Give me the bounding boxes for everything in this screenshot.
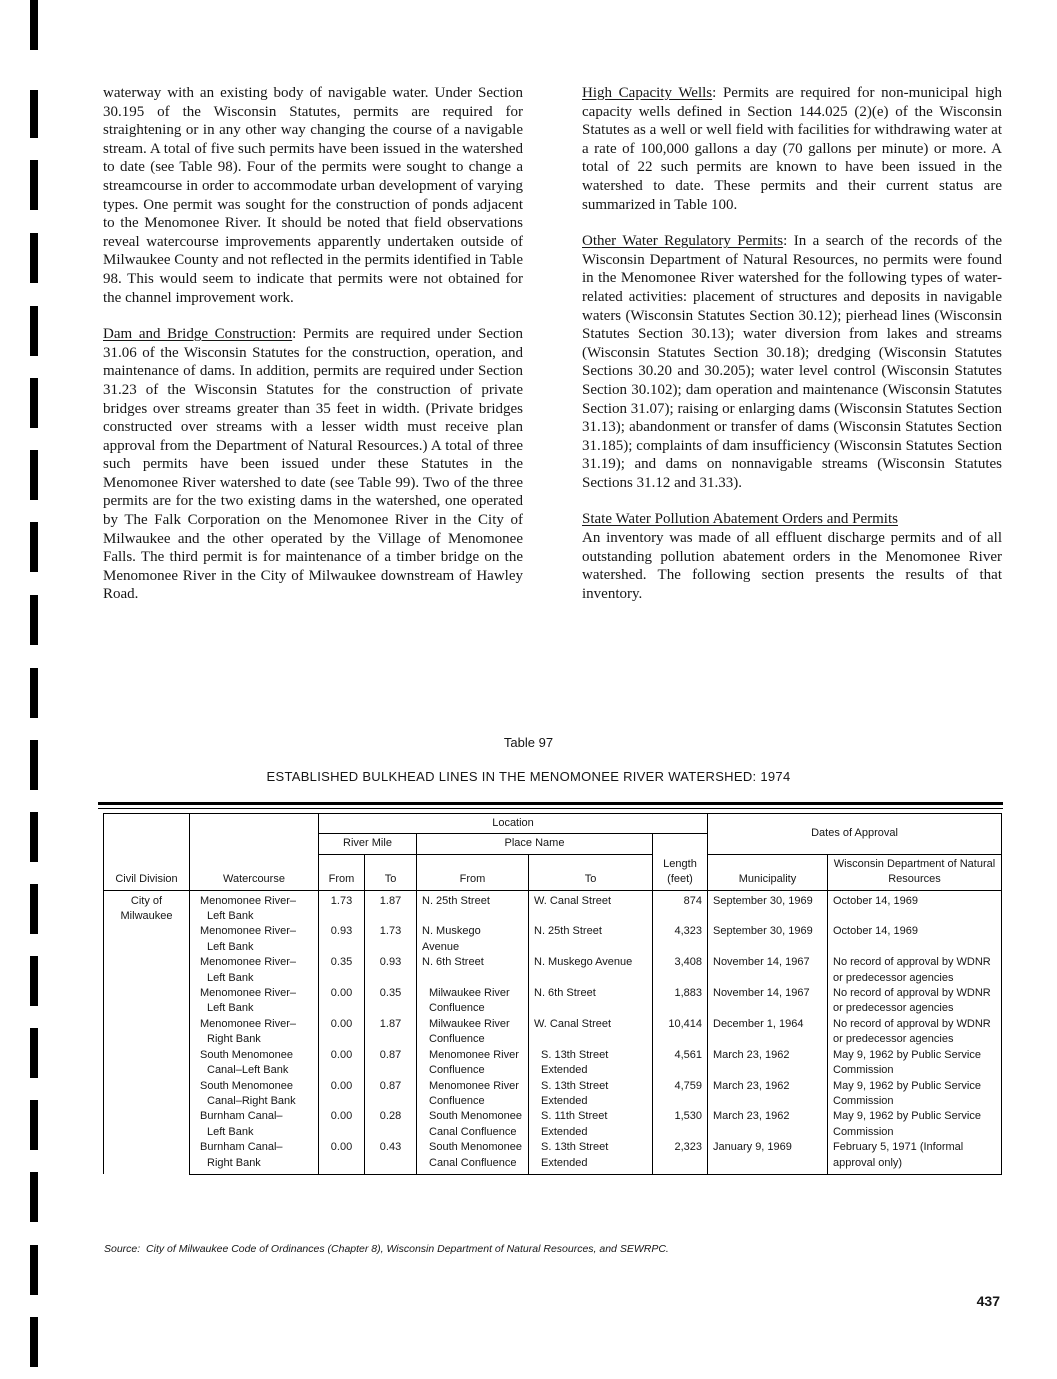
table-row — [104, 1017, 1002, 1048]
binder-mark — [30, 956, 38, 1006]
cell-municipality: September 30, 1969 — [708, 924, 828, 955]
table-title: ESTABLISHED BULKHEAD LINES IN THE MENOMONEE RIVER WATERSHED: 1974 — [266, 769, 791, 784]
cell-place-to: N. 25th Street — [529, 924, 653, 955]
cell-rm-from: 1.73 — [319, 890, 365, 924]
paragraph-text: waterway with an existing body of navigable water. Under Section 30.195 of the Wisconsin Statutes, permits are required for straightening or in any other way changing the course of a navigable stream. A total of five such permits have been issued in the watershed to date (see Table 98). Four of the permits were sought to change a streamcourse in order to accommodate urban development of varying types. One permit was sought for the construction of ponds adjacent to the Menomonee River. It should be noted that field observations reveal watercourse improvements apparently undertaken outside of Milwaukee County and not reflected in the permits identified in Table 98. This would seem to indicate that permits were not obtained for the channel improvement work. — [103, 85, 523, 306]
table-row — [104, 1140, 1002, 1174]
cell-place-to: S. 11th Street Extended — [529, 1109, 653, 1140]
table-row — [104, 986, 1002, 1017]
cell-wdnr: February 5, 1971 (Informal approval only) — [828, 1140, 1002, 1174]
binder-mark — [30, 90, 38, 138]
cell-rm-from: 0.00 — [319, 1079, 365, 1110]
source-label: Source: — [104, 1243, 141, 1255]
watercourse-line: Menomonee River– — [200, 894, 296, 907]
watercourse-line: Left Bank — [207, 971, 254, 984]
cell-rm-to: 1.87 — [365, 890, 417, 924]
cell-civil-division: City of Milwaukee — [104, 890, 190, 1174]
paragraph-text: An inventory was made of all effluent discharge permits and of all outstanding pollution abatement orders in the Menomonee River watershed. The following section presents the results of that inventory. — [582, 530, 1002, 602]
cell-place-to: S. 13th Street Extended — [529, 1048, 653, 1079]
watercourse-line: Burnham Canal– — [200, 1141, 283, 1154]
binder-mark — [30, 1317, 38, 1367]
cell-rm-to: 0.87 — [365, 1048, 417, 1079]
watercourse-line: Menomonee River– — [200, 1017, 296, 1030]
cell-place-from: N. 6th Street — [417, 955, 529, 986]
cell-watercourse — [190, 986, 319, 1017]
cell-wdnr: May 9, 1962 by Public Service Commission — [828, 1109, 1002, 1140]
cell-municipality: November 14, 1967 — [708, 955, 828, 986]
paragraph — [582, 510, 1002, 603]
cell-wdnr: No record of approval by WDNR or predecessor agencies — [828, 955, 1002, 986]
cell-wdnr: No record of approval by WDNR or predecessor agencies — [828, 986, 1002, 1017]
binder-mark — [30, 522, 38, 572]
binder-mark — [30, 160, 38, 210]
cell-place-from: N. 25th Street — [417, 890, 529, 924]
watercourse-line: South Menomonee — [200, 1048, 293, 1061]
cell-rm-from: 0.35 — [319, 955, 365, 986]
cell-rm-from: 0.00 — [319, 1017, 365, 1048]
cell-place-from: South Menomonee Canal Confluence — [417, 1140, 529, 1174]
cell-length: 4,561 — [653, 1048, 708, 1079]
binder-mark — [30, 668, 38, 718]
cell-rm-from: 0.00 — [319, 1109, 365, 1140]
cell-place-from: Milwaukee River Confluence — [417, 1017, 529, 1048]
cell-length: 1,883 — [653, 986, 708, 1017]
cell-rm-to: 0.93 — [365, 955, 417, 986]
paragraph — [103, 325, 523, 604]
section-heading: High Capacity Wells — [582, 85, 713, 101]
cell-wdnr: May 9, 1962 by Public Service Commission — [828, 1079, 1002, 1110]
cell-municipality: September 30, 1969 — [708, 890, 828, 924]
cell-place-from: Menomonee River Confluence — [417, 1048, 529, 1079]
source-text: City of Milwaukee Code of Ordinances (Chapter 8), Wisconsin Department of Natural Resources, and SEWRPC. — [146, 1243, 669, 1255]
cell-rm-from: 0.93 — [319, 924, 365, 955]
cell-watercourse — [190, 1079, 319, 1110]
cell-wdnr: May 9, 1962 by Public Service Commission — [828, 1048, 1002, 1079]
watercourse-line: Right Bank — [207, 1033, 261, 1046]
header-river-mile-to: To — [365, 854, 417, 890]
cell-wdnr: No record of approval by WDNR or predecessor agencies — [828, 1017, 1002, 1048]
watercourse-line: Menomonee River– — [200, 987, 296, 1000]
cell-wdnr: October 14, 1969 — [828, 924, 1002, 955]
watercourse-line: Right Bank — [207, 1156, 261, 1169]
cell-municipality: March 23, 1962 — [708, 1109, 828, 1140]
binder-mark — [30, 0, 38, 50]
cell-municipality: December 1, 1964 — [708, 1017, 828, 1048]
cell-wdnr: October 14, 1969 — [828, 890, 1002, 924]
cell-place-to: S. 13th Street Extended — [529, 1079, 653, 1110]
header-civil-division: Civil Division — [104, 814, 190, 891]
table-row — [104, 1048, 1002, 1079]
watercourse-line: Canal–Left Bank — [207, 1064, 289, 1077]
bulkhead-lines-table — [103, 813, 1002, 1175]
table-source-note — [104, 1243, 1004, 1255]
binder-mark — [30, 1172, 38, 1222]
watercourse-line: Left Bank — [207, 1002, 254, 1015]
table-top-rule — [98, 802, 1003, 805]
cell-length: 4,759 — [653, 1079, 708, 1110]
header-place-name: Place Name — [417, 834, 653, 854]
cell-watercourse — [190, 1048, 319, 1079]
cell-watercourse — [190, 890, 319, 924]
section-heading: Other Water Regulatory Permits — [582, 233, 784, 250]
paragraph — [582, 232, 1002, 492]
table-row — [104, 924, 1002, 955]
cell-municipality: January 9, 1969 — [708, 1140, 828, 1174]
header-dates-of-approval: Dates of Approval — [708, 814, 1002, 855]
right-text-column — [582, 84, 1002, 621]
cell-place-to: W. Canal Street — [529, 1017, 653, 1048]
header-river-mile: River Mile — [319, 834, 417, 854]
cell-place-to: S. 13th Street Extended — [529, 1140, 653, 1174]
header-municipality: Municipality — [708, 854, 828, 890]
binder-mark — [30, 1028, 38, 1078]
binder-mark — [30, 378, 38, 428]
cell-watercourse — [190, 924, 319, 955]
watercourse-line: Menomonee River– — [200, 925, 296, 938]
cell-watercourse — [190, 1017, 319, 1048]
cell-place-from: Menomonee River Confluence — [417, 1079, 529, 1110]
header-length: Length (feet) — [653, 834, 708, 890]
table-row — [104, 955, 1002, 986]
cell-place-to: N. Muskego Avenue — [529, 955, 653, 986]
cell-watercourse — [190, 955, 319, 986]
cell-watercourse — [190, 1140, 319, 1174]
table-top-rule — [98, 808, 1003, 809]
cell-rm-to: 0.28 — [365, 1109, 417, 1140]
binder-mark — [30, 306, 38, 356]
cell-watercourse — [190, 1109, 319, 1140]
binder-mark — [30, 233, 38, 283]
cell-place-from: South Menomonee Canal Confluence — [417, 1109, 529, 1140]
cell-municipality: November 14, 1967 — [708, 986, 828, 1017]
cell-rm-to: 1.73 — [365, 924, 417, 955]
cell-rm-to: 0.35 — [365, 986, 417, 1017]
section-heading: State Water Pollution Abatement Orders and Permits — [582, 511, 898, 528]
binder-mark — [30, 812, 38, 862]
cell-length: 1,530 — [653, 1109, 708, 1140]
header-place-from: From — [417, 854, 529, 890]
watercourse-line: Left Bank — [207, 1125, 254, 1138]
binder-mark — [30, 1100, 38, 1150]
cell-length: 874 — [653, 890, 708, 924]
paragraph-text: : Permits are required for non-municipal high capacity wells defined in Section 144.025 (2)(e) of the Wisconsin Statutes as a well or well field with facilities for withdrawing water at a rate of 100,000 gallons a day (70 gallons per minute) or more. A total of 22 such permits are known to have been issued in the watershed to date. These permits and their current status are summarized in Table 100. — [582, 85, 1002, 213]
paragraph — [103, 84, 523, 307]
left-text-column — [103, 84, 523, 622]
paragraph-text: : Permits are required under Section 31.06 of the Wisconsin Statutes for the construction, operation, and maintenance of dams. In addition, permits are required under Section 31.23 of the Wisconsin Statutes for the construction of private bridges over streams greater than 35 feet in width. (Private bridges constructed over streams with a lesser width must receive plan approval from the Department of Natural Resources.) A total of three such permits have been issued under these Statutes in the Menomonee River watershed to date (see Table 99). Two of the three permits are for the two existing dams in the watershed, one operated by The Falk Corporation on the Menomonee River in the City of Milwaukee and the other operated by the Village of Menomonee Falls. The third permit is for maintenance of a timber bridge on the Menomonee River in the City of Milwaukee downstream of Hawley Road. — [103, 326, 523, 603]
cell-place-from: N. Muskego Avenue — [417, 924, 529, 955]
header-place-to: To — [529, 854, 653, 890]
watercourse-line: Burnham Canal– — [200, 1110, 283, 1123]
header-river-mile-from: From — [319, 854, 365, 890]
cell-length: 4,323 — [653, 924, 708, 955]
cell-place-to: W. Canal Street — [529, 890, 653, 924]
binder-mark — [30, 595, 38, 645]
cell-length: 10,414 — [653, 1017, 708, 1048]
watercourse-line: Left Bank — [207, 940, 254, 953]
page-number: 437 — [976, 1293, 1000, 1309]
cell-place-to: N. 6th Street — [529, 986, 653, 1017]
cell-rm-from: 0.00 — [319, 1140, 365, 1174]
table-row — [104, 1109, 1002, 1140]
header-location: Location — [319, 814, 708, 834]
cell-rm-from: 0.00 — [319, 986, 365, 1017]
binder-mark — [30, 450, 38, 500]
watercourse-line: Menomonee River– — [200, 956, 296, 969]
cell-rm-to: 0.87 — [365, 1079, 417, 1110]
table-row — [104, 890, 1002, 924]
table-number: Table 97 — [503, 735, 554, 750]
section-heading: Dam and Bridge Construction — [103, 326, 293, 343]
paragraph — [582, 84, 1002, 214]
watercourse-line: Canal–Right Bank — [207, 1094, 296, 1107]
header-watercourse: Watercourse — [190, 814, 319, 891]
header-wdnr: Wisconsin Department of Natural Resources — [828, 854, 1002, 890]
cell-rm-to: 1.87 — [365, 1017, 417, 1048]
binder-mark — [30, 884, 38, 934]
cell-length: 3,408 — [653, 955, 708, 986]
cell-length: 2,323 — [653, 1140, 708, 1174]
paragraph-text: : In a search of the records of the Wisconsin Department of Natural Resources, no permits were found in the Menomonee River watershed for the following types of water-related activities: placement of structures and deposits in navigable waters (Wisconsin Statutes Section 30.12); pierhead lines (Wisconsin Statutes Section 30.13); water diversion from lakes and streams (Wisconsin Statutes Section 30.18); dredging (Wisconsin Statutes Sections 30.20 and 30.205); water level control (Wisconsin Statutes Section 30.102); dam operation and maintenance (Wisconsin Statutes Section 31.07); raising or enlarging dams (Wisconsin Statutes Section 31.13); abandonment or transfer of dams (Wisconsin Statutes Section 31.185); complaints of dam insufficiency (Wisconsin Statutes Section 31.19); and dams on nonnavigable streams (Wisconsin Statutes Sections 31.12 and 31.33). — [582, 233, 1002, 491]
cell-municipality: March 23, 1962 — [708, 1079, 828, 1110]
table-row — [104, 1079, 1002, 1110]
binder-mark — [30, 1245, 38, 1295]
cell-place-from: Milwaukee River Confluence — [417, 986, 529, 1017]
watercourse-line: South Menomonee — [200, 1079, 293, 1092]
cell-municipality: March 23, 1962 — [708, 1048, 828, 1079]
watercourse-line: Left Bank — [207, 910, 254, 923]
cell-rm-from: 0.00 — [319, 1048, 365, 1079]
cell-rm-to: 0.43 — [365, 1140, 417, 1174]
